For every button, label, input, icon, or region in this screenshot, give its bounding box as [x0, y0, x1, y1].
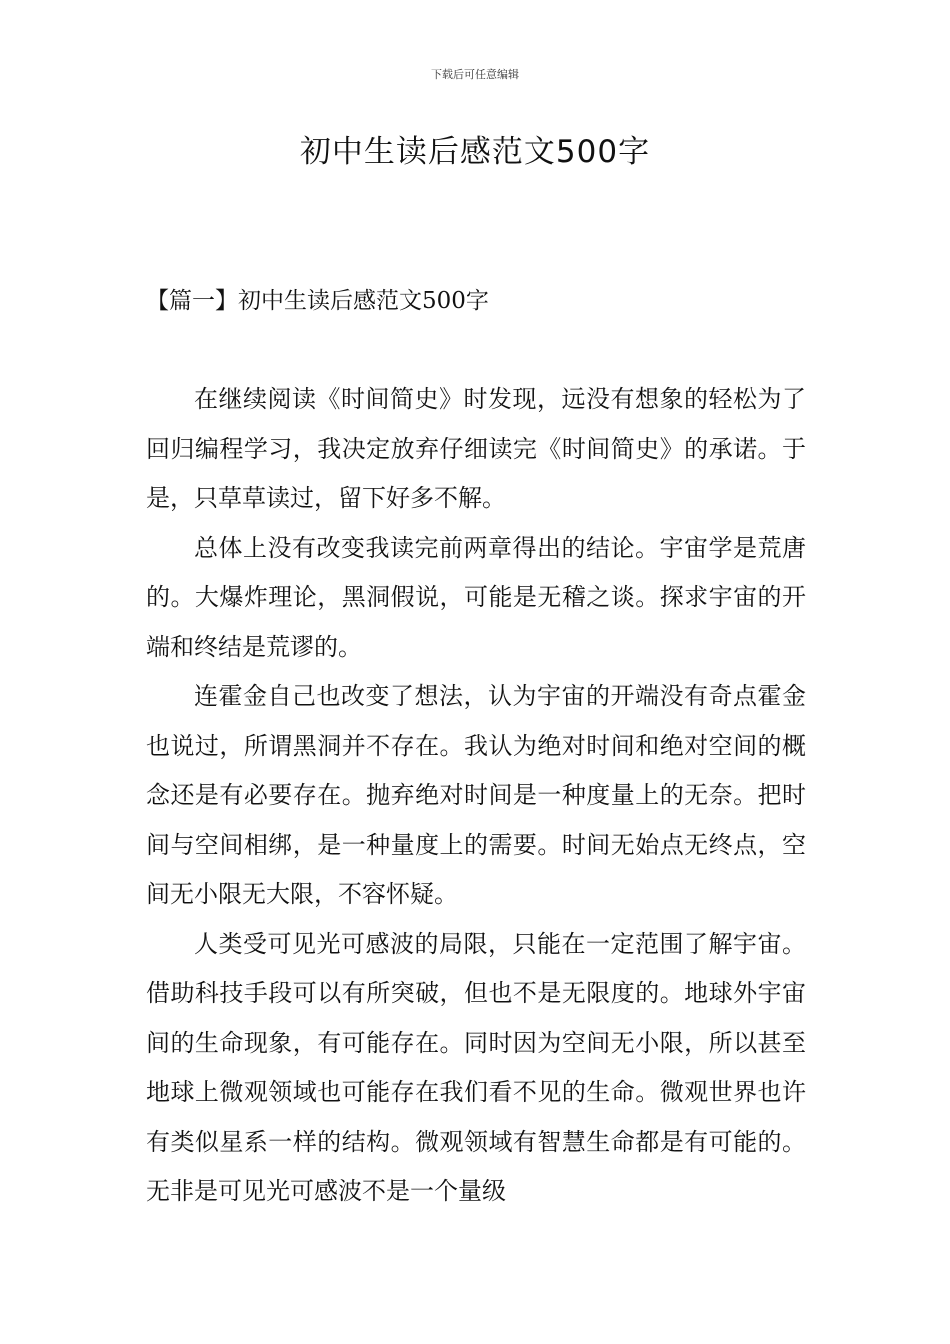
paragraph-3: 连霍金自己也改变了想法，认为宇宙的开端没有奇点霍金也说过，所谓黑洞并不存在。我认为绝对时间和绝对空间的概念还是有必要存在。抛弃绝对时间是一种度量上的无奈。把时间与空间相绑，是一种量度上的需要。时间无始点无终点，空间无小限无大限，不容怀疑。 — [146, 682, 806, 908]
paragraph-4: 人类受可见光可感波的局限，只能在一定范围了解宇宙。借助科技手段可以有所突破，但也不是无限度的。地球外宇宙间的生命现象，有可能存在。同时因为空间无小限，所以甚至地球上微观领域也可能存在我们看不见的生命。微观世界也许有类似星系一样的结构。微观领域有智慧生命都是有可能的。无非是可见光可感波不是一个量级 — [146, 929, 806, 1205]
document-title: 初中生读后感范文500字 — [299, 134, 651, 170]
paragraph-1: 在继续阅读《时间简史》时发现，远没有想象的轻松为了回归编程学习，我决定放弃仔细读完《时间简史》的承诺。于是，只草草读过，留下好多不解。 — [146, 385, 806, 512]
paragraph-2: 总体上没有改变我读完前两章得出的结论。宇宙学是荒唐的。大爆炸理论，黑洞假说，可能是无稽之谈。探求宇宙的开端和终结是荒谬的。 — [146, 533, 806, 661]
document-body — [146, 375, 806, 1217]
section-heading: 【篇一】初中生读后感范文500字 — [146, 288, 489, 314]
header-note: 下载后可任意编辑 — [431, 68, 519, 81]
